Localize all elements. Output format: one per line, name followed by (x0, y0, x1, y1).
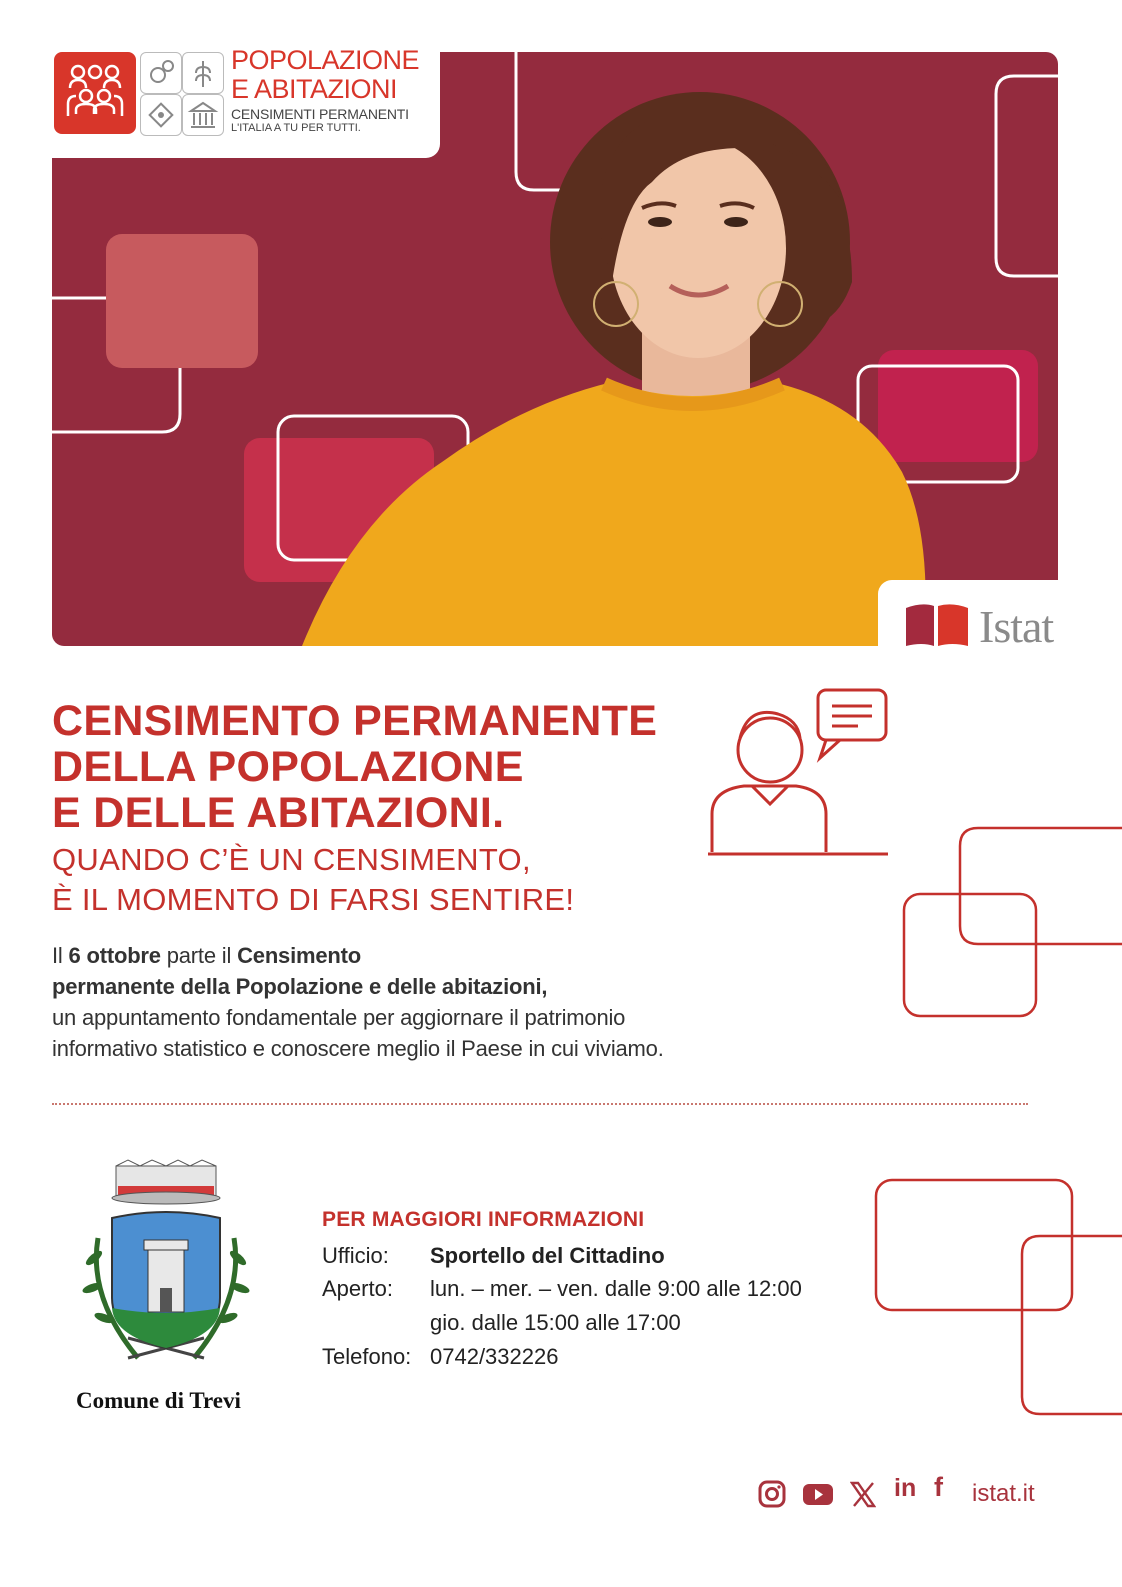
subheadline-line-2: È IL MOMENTO DI FARSI SENTIRE! (52, 882, 575, 917)
istat-website-link[interactable]: istat.it (972, 1480, 1035, 1507)
brand-subtitle: CENSIMENTI PERMANENTI (231, 106, 409, 122)
wheat-icon (182, 52, 224, 94)
decorative-frames-top (900, 820, 1122, 1020)
headline-line-3: E DELLE ABITAZIONI. (52, 789, 505, 837)
office-value: Sportello del Cittadino (430, 1243, 665, 1268)
comune-name: Comune di Trevi (76, 1388, 241, 1413)
youtube-icon[interactable] (802, 1478, 834, 1510)
instagram-icon[interactable] (758, 1478, 786, 1510)
subheadline-line-1: QUANDO C’È UN CENSIMENTO, (52, 842, 531, 877)
headline-line-1: CENSIMENTO PERMANENTE (52, 697, 658, 745)
speaking-person-icon (708, 686, 898, 862)
network-icon (140, 94, 182, 136)
bank-building-icon (182, 94, 224, 136)
trevi-coat-of-arms (78, 1158, 258, 1380)
intro-paragraph: Il 6 ottobre parte il Censimento permanente della Popolazione e delle abitazioni, un appuntamento fondamentale per aggiornare il patrimonio informativo statistico e conoscere meglio il Paese in cui viviamo. (52, 943, 664, 1061)
decorative-frames-bottom (870, 1176, 1122, 1418)
istat-logo-text: Istat (979, 601, 1054, 652)
linkedin-icon[interactable]: in (894, 1474, 917, 1502)
facebook-icon[interactable]: f (934, 1472, 943, 1502)
opening-hours-2: gio. dalle 15:00 alle 17:00 (430, 1310, 681, 1335)
dotted-divider (52, 1103, 1028, 1105)
opening-hours-1: lun. – mer. – ven. dalle 9:00 alle 12:00 (430, 1276, 802, 1301)
phone-value: 0742/332226 (430, 1344, 559, 1369)
opening-label: Aperto: (322, 1276, 393, 1301)
office-label: Ufficio: (322, 1243, 389, 1268)
brand-title: POPOLAZIONE E ABITAZIONI (231, 45, 420, 104)
brand-tagline: L'ITALIA A TU PER TUTTI. (231, 122, 361, 134)
info-title: PER MAGGIORI INFORMAZIONI (322, 1208, 645, 1231)
phone-label: Telefono: (322, 1344, 412, 1369)
x-icon[interactable] (850, 1478, 876, 1510)
gears-icon (140, 52, 182, 94)
people-group-icon (54, 52, 136, 134)
headline-line-2: DELLA POPOLAZIONE (52, 743, 524, 791)
istat-logo-icon (904, 602, 970, 646)
